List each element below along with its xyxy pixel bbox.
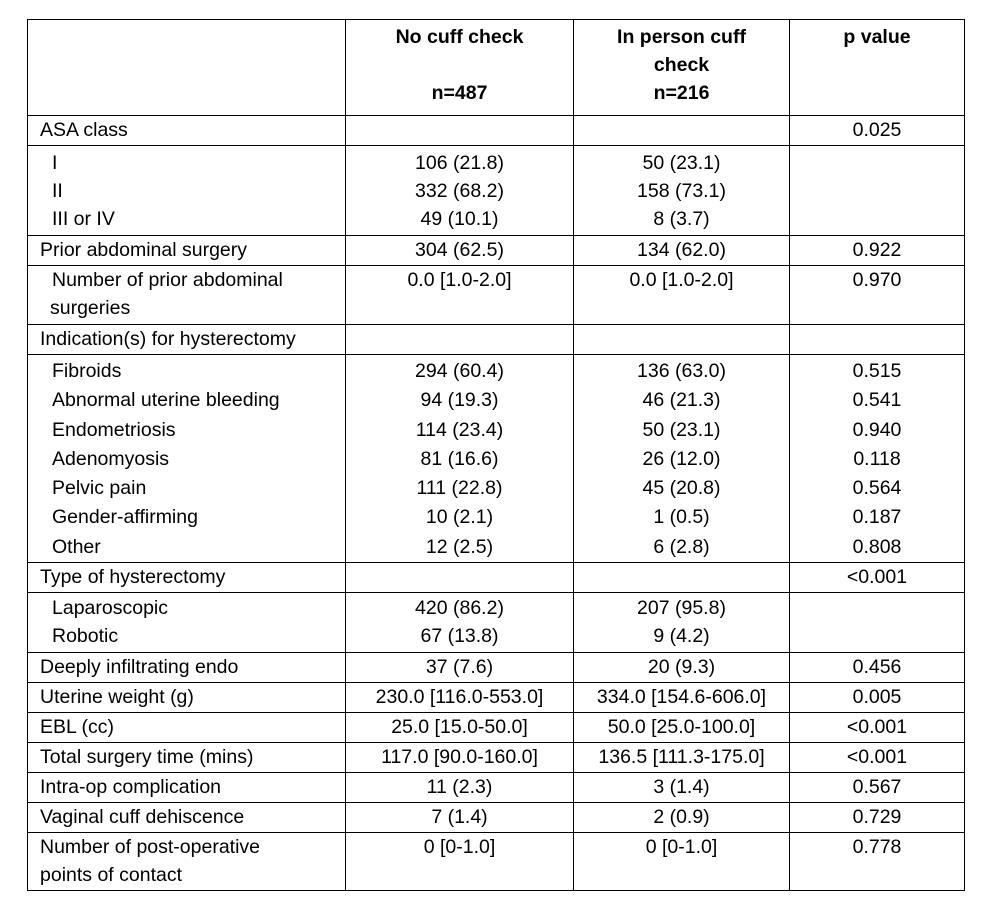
table-row: Prior abdominal surgery 304 (62.5) 134 (62.0) 0.922 [28, 236, 965, 266]
header-in-person-cuff-check: In person cuff check n=216 [574, 20, 790, 116]
row-label-asa-class: ASA class [28, 116, 346, 146]
header-blank [28, 20, 346, 116]
row-label-type-of-hysterectomy: Type of hysterectomy [28, 563, 346, 593]
row-label-type-subgroups: Laparoscopic Robotic [28, 593, 346, 653]
table-row: Number of post-operative points of contact 0 [0-1.0] 0 [0-1.0] 0.778 [28, 833, 965, 891]
table-row: Type of hysterectomy <0.001 [28, 563, 965, 593]
table-row: Deeply infiltrating endo 37 (7.6) 20 (9.3) 0.456 [28, 653, 965, 683]
header-row [28, 20, 965, 116]
results-table [27, 19, 965, 891]
table-row [28, 325, 965, 355]
table-row [28, 355, 965, 563]
header-no-cuff-check: No cuff check n=487 [346, 20, 574, 116]
table-row: Intra-op complication 11 (2.3) 3 (1.4) 0.567 [28, 773, 965, 803]
row-label-number-prior-surgeries: Number of prior abdominal surgeries [28, 266, 346, 325]
row-label-post-op-contact: Number of post-operative points of contact [28, 833, 346, 891]
row-label-indication-subgroups: Fibroids Abnormal uterine bleeding Endometriosis Adenomyosis Pelvic pain Gender-affirming Other [28, 355, 346, 563]
indication-no-cuff-values: 294 (60.4) 94 (19.3) 114 (23.4) 81 (16.6) 111 (22.8) 10 (2.1) 12 (2.5) [346, 355, 574, 563]
table-row: EBL (cc) 25.0 [15.0-50.0] 50.0 [25.0-100.0] <0.001 [28, 713, 965, 743]
header-p-value: p value [790, 20, 965, 116]
table-row [28, 146, 965, 236]
indication-p-values: 0.515 0.541 0.940 0.118 0.564 0.187 0.808 [790, 355, 965, 563]
table-row: Uterine weight (g) 230.0 [116.0-553.0] 334.0 [154.6-606.0] 0.005 [28, 683, 965, 713]
p-value-asa-class: 0.025 [790, 116, 965, 146]
asa-no-cuff-values: 106 (21.8) 332 (68.2) 49 (10.1) [346, 146, 574, 236]
row-label-prior-abdominal-surgery: Prior abdominal surgery [28, 236, 346, 266]
table-row [28, 116, 965, 146]
table-row: Number of prior abdominal surgeries 0.0 [1.0-2.0] 0.0 [1.0-2.0] 0.970 [28, 266, 965, 325]
table-row: Vaginal cuff dehiscence 7 (1.4) 2 (0.9) 0.729 [28, 803, 965, 833]
table-row: Laparoscopic Robotic 420 (86.2) 67 (13.8) 207 (95.8) 9 (4.2) [28, 593, 965, 653]
row-label-indications: Indication(s) for hysterectomy [28, 325, 346, 355]
table-row: Total surgery time (mins) 117.0 [90.0-160.0] 136.5 [111.3-175.0] <0.001 [28, 743, 965, 773]
asa-in-person-values: 50 (23.1) 158 (73.1) 8 (3.7) [574, 146, 790, 236]
row-label-asa-subgroups: I II III or IV [28, 146, 346, 236]
indication-in-person-values: 136 (63.0) 46 (21.3) 50 (23.1) 26 (12.0) 45 (20.8) 1 (0.5) 6 (2.8) [574, 355, 790, 563]
